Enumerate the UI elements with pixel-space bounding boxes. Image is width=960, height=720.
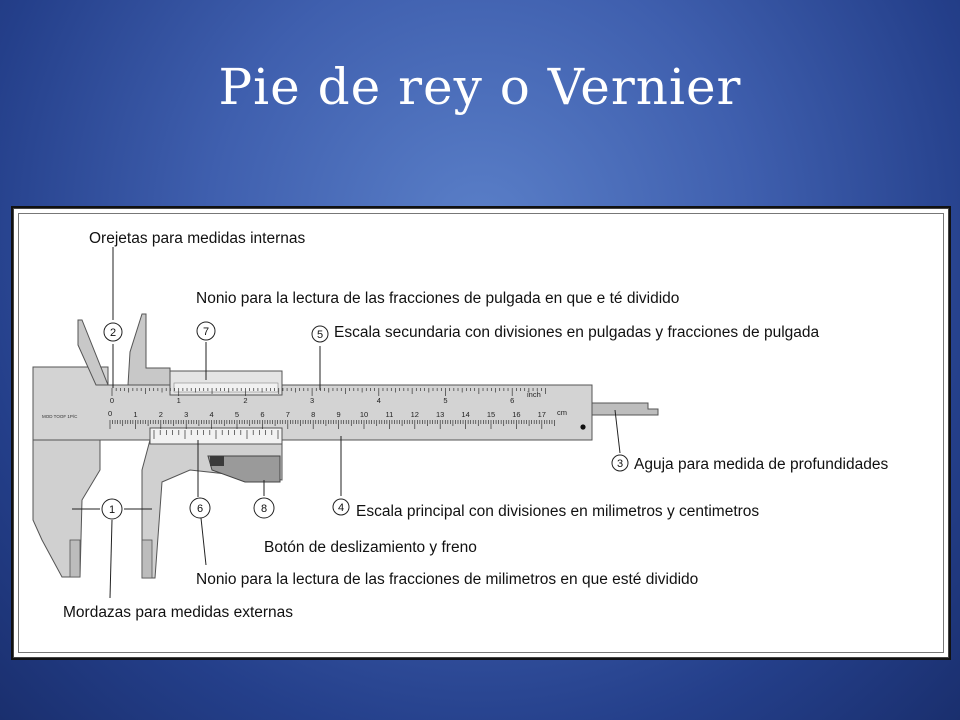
maker-mark: MOD TOOF 1P/C [42, 414, 78, 419]
svg-text:4: 4 [337, 502, 345, 514]
fixed-jaw-tip [70, 540, 80, 577]
callout-7 [197, 322, 215, 340]
callout-1 [102, 499, 122, 519]
label-orejetas: Orejetas para medidas internas [89, 230, 306, 247]
svg-text:3: 3 [616, 458, 624, 470]
label-aguja: Aguja para medida de profundidades [634, 456, 889, 473]
mm-number-11: 11 [385, 410, 394, 419]
label-boton: Botón de deslizamiento y freno [264, 539, 477, 556]
moving-jaw-tip [142, 540, 152, 578]
mm-number-15: 15 [486, 410, 496, 419]
mm-number-4: 4 [209, 410, 214, 419]
thumb-screw [210, 456, 224, 466]
inch-unit-label: inch [527, 390, 541, 399]
inch-number-5: 5 [443, 396, 448, 405]
label-escala-secundaria: Escala secundaria con divisiones en pulgadas y fracciones de pulgada [334, 324, 820, 341]
mm-number-17: 17 [537, 410, 546, 419]
inch-number-6: 6 [510, 396, 515, 405]
svg-text:2: 2 [109, 327, 117, 339]
mm-number-9: 9 [336, 410, 341, 419]
inch-number-3: 3 [310, 396, 315, 405]
callout-3 [612, 455, 628, 471]
mm-number-6: 6 [260, 410, 265, 419]
callout-5 [312, 326, 328, 342]
svg-text:8: 8 [260, 503, 268, 515]
callout-2 [104, 323, 122, 341]
svg-text:7: 7 [202, 326, 210, 338]
mm-number-1: 1 [133, 410, 138, 419]
label-nonio-pulgada: Nonio para la lectura de las fracciones de pulgada en que e té dividido [196, 290, 680, 307]
mm-number-14: 14 [461, 410, 470, 419]
svg-text:5: 5 [316, 329, 324, 341]
mm-zero-number: 0 [108, 409, 113, 418]
mm-number-7: 7 [285, 410, 290, 419]
beam-screw [580, 424, 585, 429]
moving-internal-jaw [128, 314, 170, 385]
mm-number-3: 3 [184, 410, 189, 419]
callout-4 [333, 499, 349, 515]
mm-number-2: 2 [158, 410, 163, 419]
mm-number-5: 5 [234, 410, 240, 419]
slide-title: Pie de rey o Vernier [218, 58, 742, 116]
inch-number-4: 4 [376, 396, 381, 405]
mm-number-8: 8 [311, 410, 316, 419]
callout-8 [254, 498, 274, 518]
label-nonio-mm: Nonio para la lectura de las fracciones de milimetros en que esté dividido [196, 571, 699, 588]
label-escala-principal: Escala principal con divisiones en milimetros y centimetros [356, 503, 760, 520]
callout-6 [190, 498, 210, 518]
svg-text:6: 6 [196, 503, 204, 515]
inch-number-2: 2 [243, 396, 248, 405]
mm-number-12: 12 [410, 410, 419, 419]
mm-unit-label: cm [557, 408, 567, 417]
depth-rod [592, 403, 658, 415]
inch-number-0: 0 [109, 396, 115, 405]
mm-number-10: 10 [359, 410, 369, 419]
mm-number-13: 13 [436, 410, 445, 419]
mm-number-16: 16 [512, 410, 521, 419]
svg-text:1: 1 [108, 504, 116, 516]
inch-number-1: 1 [176, 396, 181, 405]
label-mordazas: Mordazas para medidas externas [63, 604, 294, 621]
